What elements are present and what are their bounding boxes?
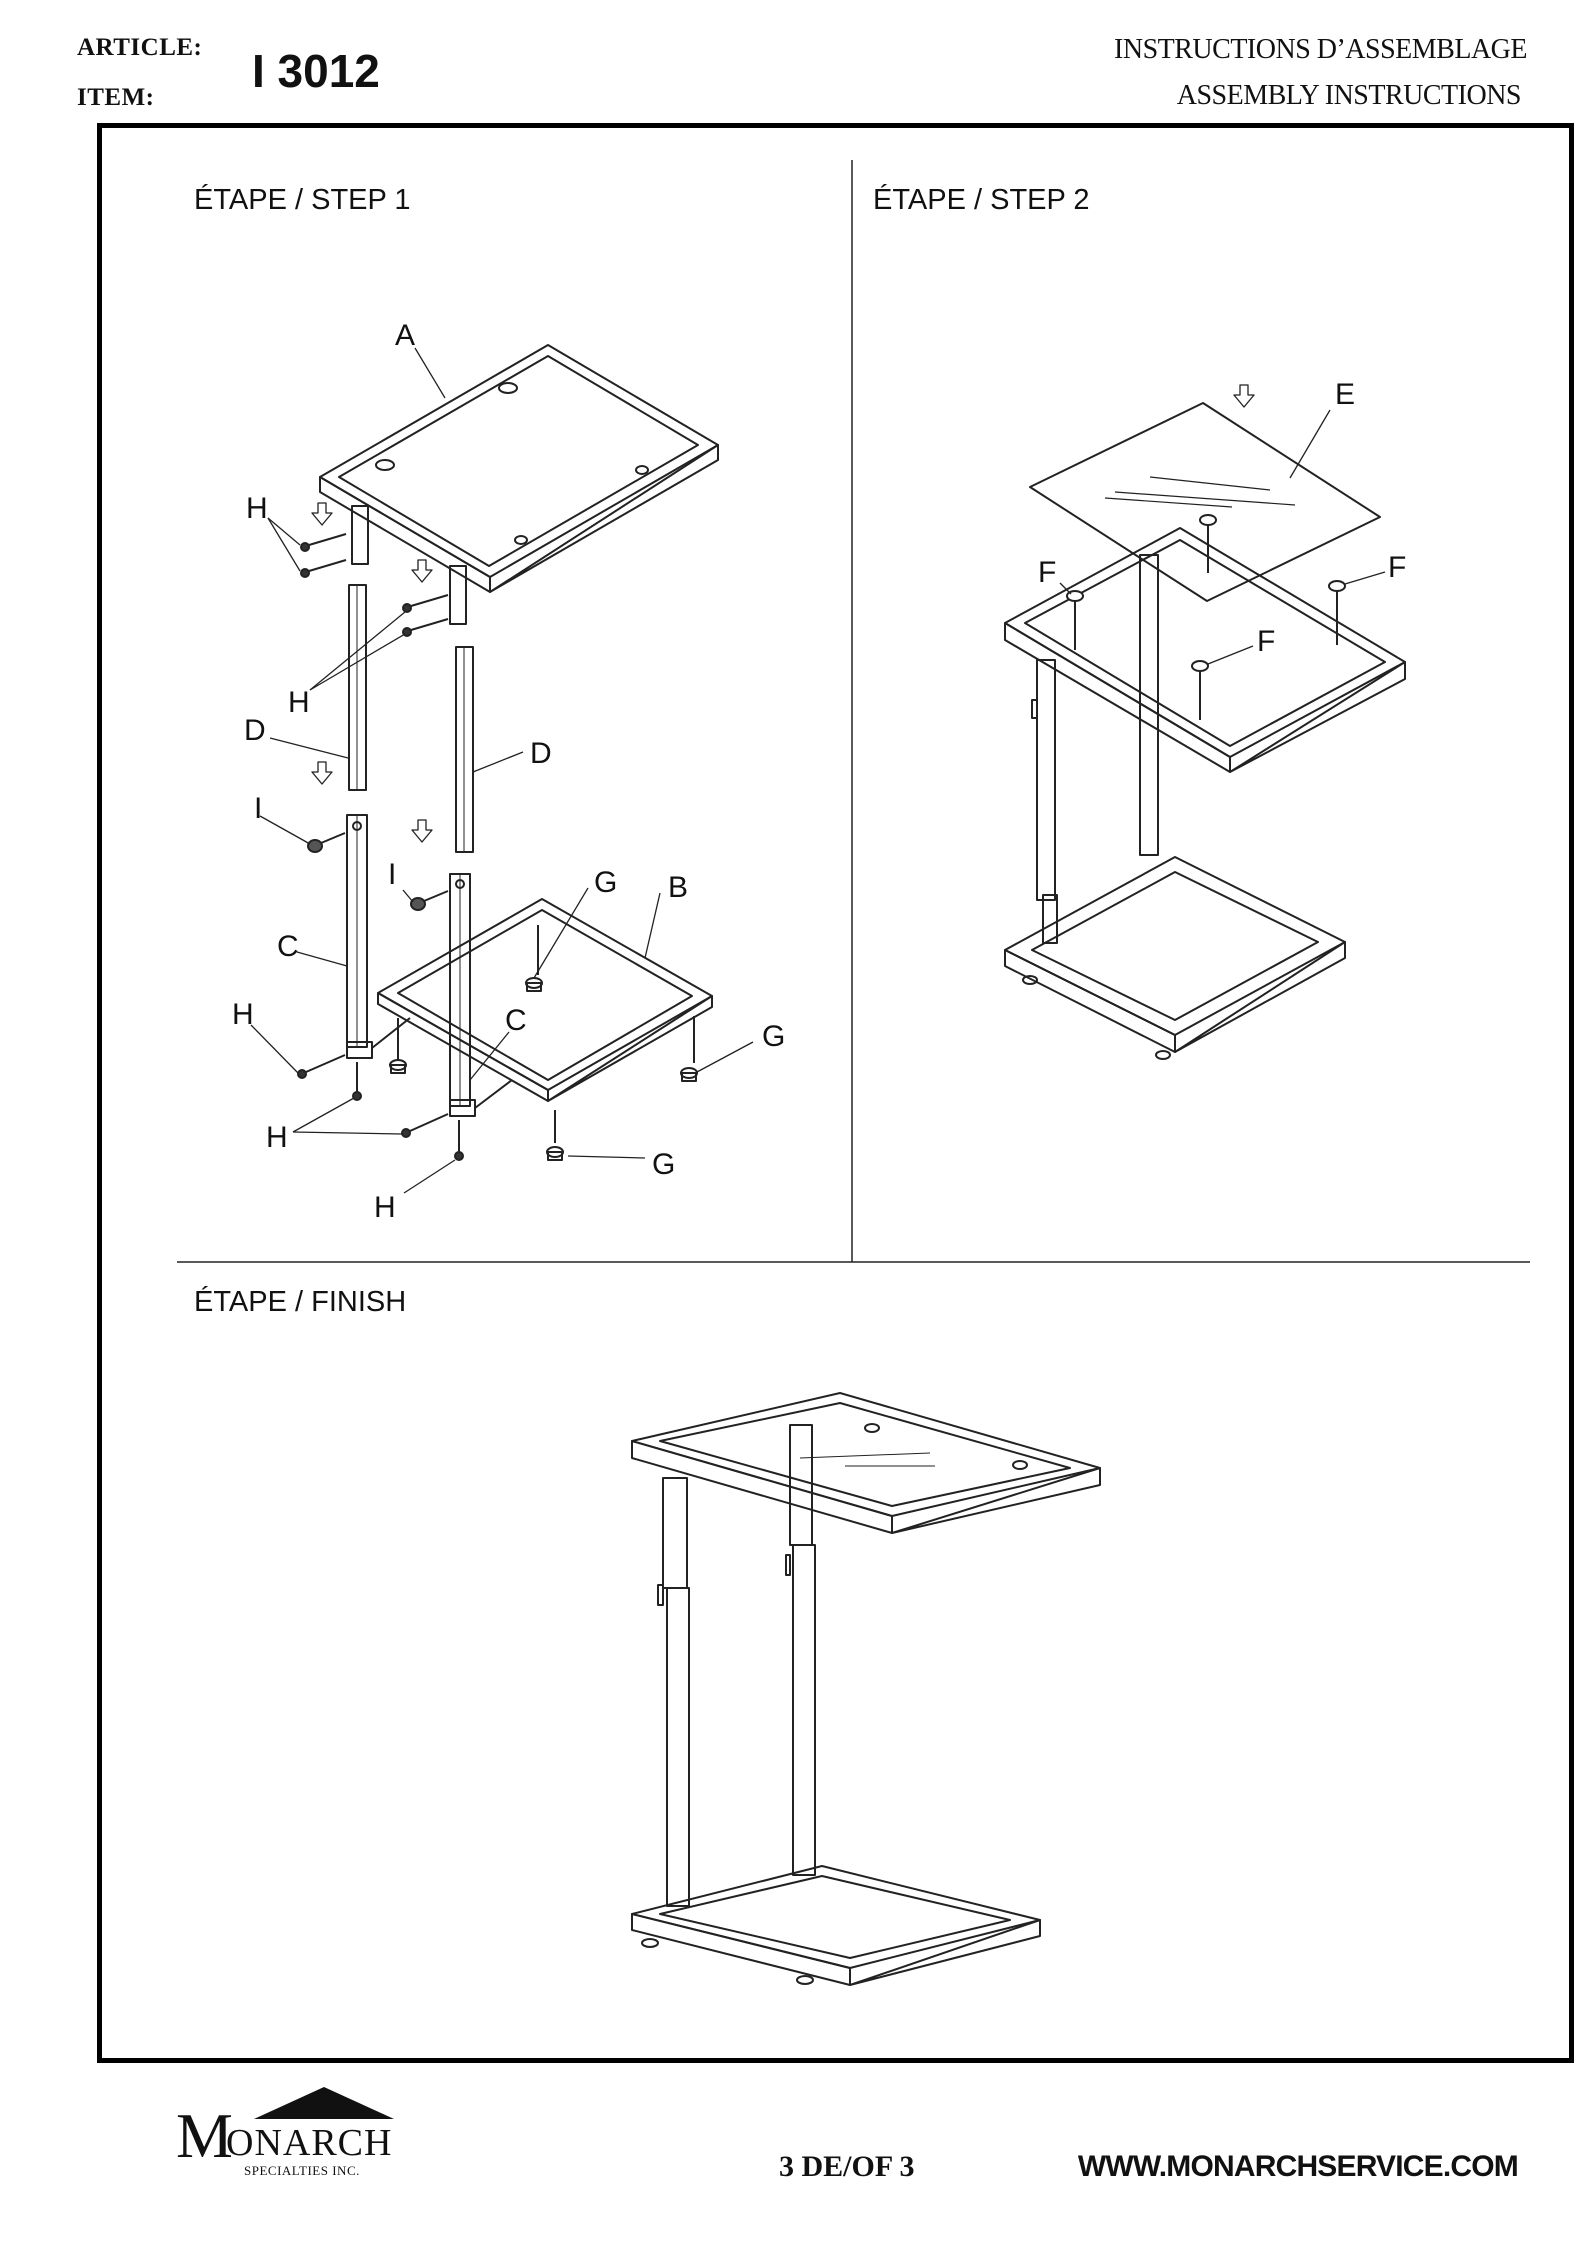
article-label: ARTICLE: — [77, 34, 203, 61]
part-c-tubes — [347, 815, 475, 1116]
item-code: I 3012 — [252, 45, 380, 97]
part-e-glass — [1030, 403, 1380, 601]
logo-subtitle: SPECIALTIES INC. — [244, 2163, 360, 2178]
label-i: I — [388, 858, 397, 891]
label-b: B — [668, 871, 689, 904]
finish-drawing — [632, 1393, 1100, 1985]
label-c: C — [505, 1004, 527, 1037]
step1-title: ÉTAPE / STEP 1 — [194, 184, 411, 216]
part-i-knobs — [308, 833, 448, 910]
part-d-tubes — [349, 585, 473, 852]
step2-top-frame — [1005, 528, 1405, 772]
label-h: H — [266, 1121, 288, 1154]
label-c: C — [277, 930, 299, 963]
label-h: H — [288, 686, 310, 719]
logo-wordmark: ONARCH — [226, 2122, 393, 2164]
label-h: H — [232, 998, 254, 1031]
title-french: INSTRUCTIONS D’ASSEMBLAGE — [1114, 34, 1527, 65]
part-f-stoppers — [1067, 515, 1345, 720]
logo-roof-icon — [254, 2085, 394, 2121]
label-i: I — [254, 792, 263, 825]
finish-top-frame — [632, 1393, 1100, 1533]
step2-drawing — [1005, 385, 1405, 1059]
label-f: F — [1257, 625, 1276, 658]
label-g: G — [594, 866, 618, 899]
monarch-logo — [172, 2085, 402, 2178]
part-a-top-frame — [320, 345, 718, 592]
label-h: H — [374, 1191, 396, 1224]
step2-posts — [1032, 555, 1158, 943]
part-b-bottom-frame — [378, 899, 712, 1143]
logo-initial: M — [176, 2100, 233, 2171]
finish-bottom-frame — [632, 1866, 1040, 1985]
step1-drawing — [251, 345, 753, 1193]
label-e: E — [1335, 378, 1356, 411]
label-h: H — [246, 492, 268, 525]
part-g-glides — [390, 978, 697, 1160]
label-d: D — [530, 737, 552, 770]
step2-title: ÉTAPE / STEP 2 — [873, 184, 1090, 216]
title-english: ASSEMBLY INSTRUCTIONS — [1176, 80, 1521, 111]
arrow-icons — [312, 503, 432, 842]
label-g: G — [762, 1020, 786, 1053]
label-f: F — [1038, 556, 1057, 589]
label-a: A — [395, 319, 416, 352]
page-number: 3 DE/OF 3 — [779, 2150, 915, 2183]
item-label: ITEM: — [77, 84, 155, 111]
label-g: G — [652, 1148, 676, 1181]
finish-title: ÉTAPE / FINISH — [194, 1286, 407, 1318]
finish-posts — [658, 1425, 815, 1906]
website-url: WWW.MONARCHSERVICE.COM — [1077, 2150, 1518, 2183]
label-d: D — [244, 714, 266, 747]
label-f: F — [1388, 551, 1407, 584]
